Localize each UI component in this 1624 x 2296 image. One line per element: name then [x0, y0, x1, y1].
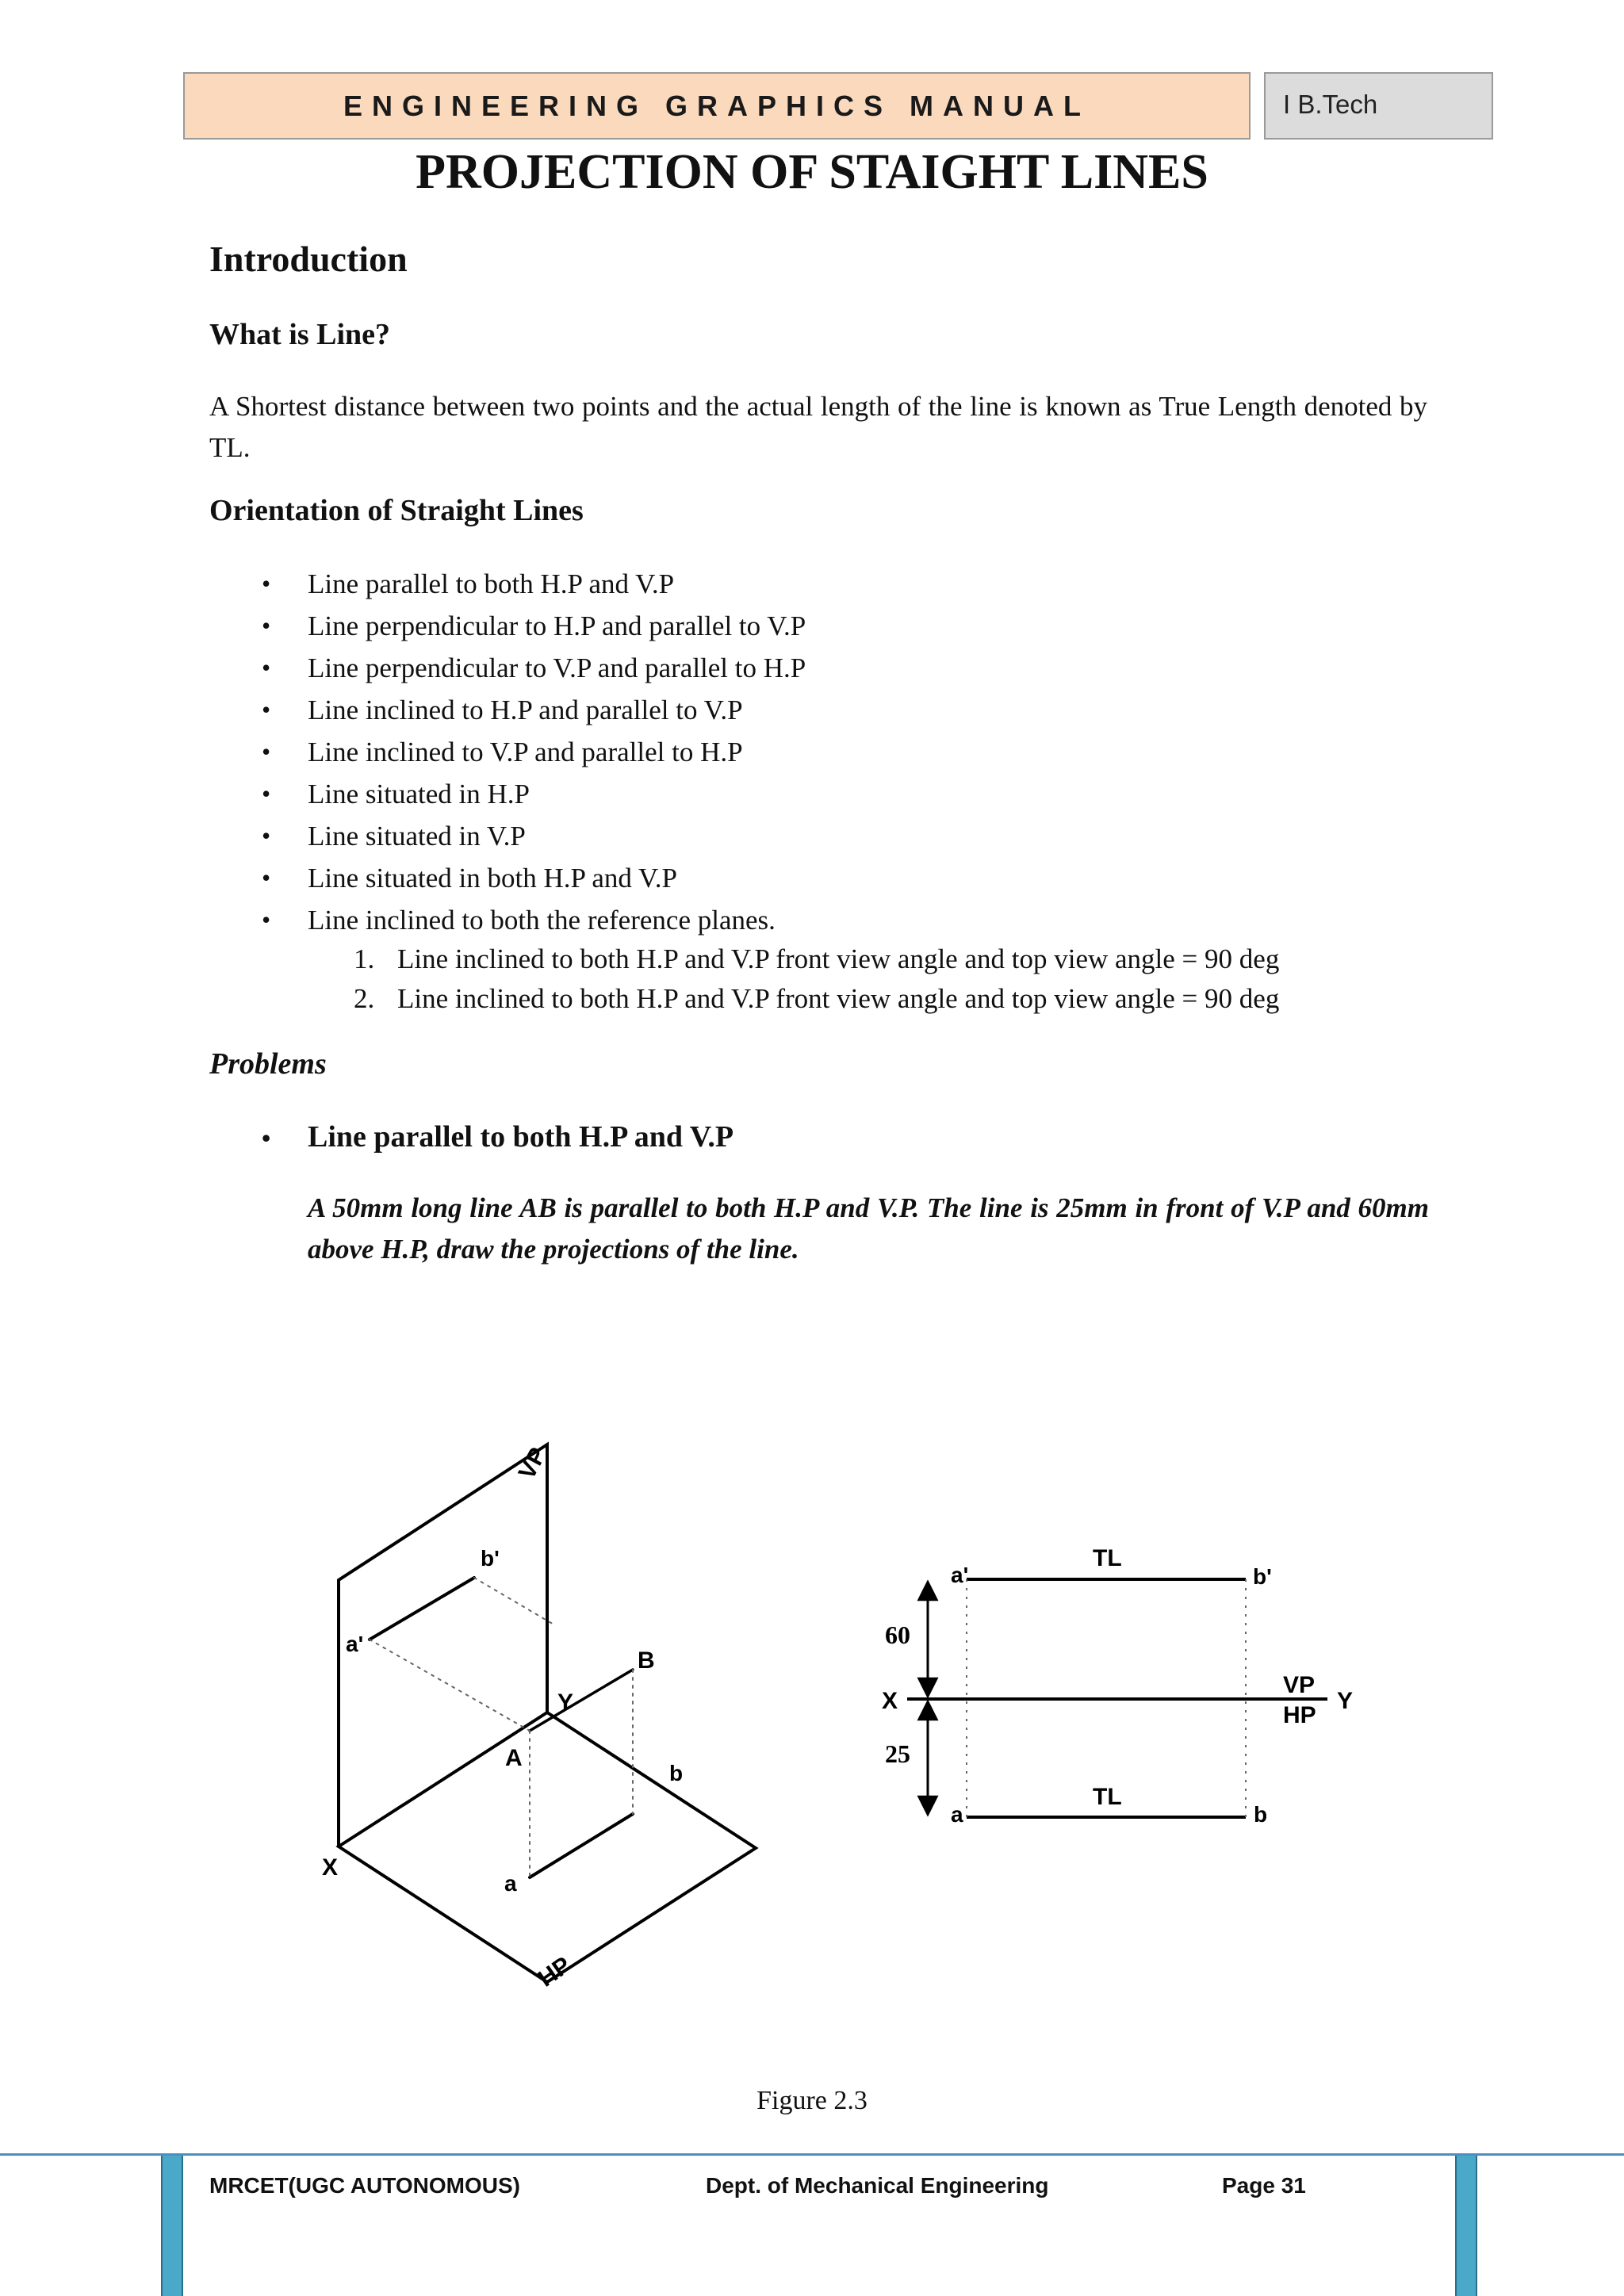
list-item: • Line inclined to H.P and parallel to V.P [262, 689, 806, 731]
footer-right-bar [1455, 2156, 1477, 2296]
problem-case-label: Line parallel to both H.P and V.P [308, 1120, 734, 1154]
a-ortho-label: a [951, 1802, 963, 1827]
vertical-plane [339, 1445, 547, 1846]
hp-label: HP [533, 1951, 576, 1992]
x-ortho-label: X [882, 1688, 898, 1714]
footer-left-bar [161, 2156, 183, 2296]
problems-heading: Problems [209, 1047, 327, 1081]
A-label: A [505, 1745, 523, 1771]
page-title: PROJECTION OF STAIGHT LINES [416, 145, 1208, 199]
list-item: • Line inclined to both the reference planes. [262, 899, 806, 941]
front-view-line [370, 1578, 474, 1640]
tl-bottom-label: TL [1093, 1784, 1122, 1810]
list-item: • Line inclined to V.P and parallel to H.P [262, 731, 806, 773]
manual-title: ENGINEERING GRAPHICS MANUAL [343, 89, 1091, 122]
b-dash-label: b' [481, 1546, 500, 1571]
tl-top-label: TL [1093, 1545, 1122, 1571]
list-item: • Line parallel to both H.P and V.P [262, 563, 806, 605]
footer-divider [0, 2153, 1624, 2156]
pictorial-view [339, 1445, 756, 1982]
list-item: • Line situated in both H.P and V.P [262, 857, 806, 899]
vp-label: VP [513, 1443, 552, 1484]
projector [370, 1640, 530, 1731]
top-view-line [530, 1814, 633, 1877]
dimension-60-label: 60 [885, 1621, 910, 1649]
orientation-heading: Orientation of Straight Lines [209, 494, 584, 527]
footer-page-number: Page 31 [1222, 2173, 1306, 2198]
course-label: I B.Tech [1283, 90, 1378, 119]
intro-heading: Introduction [209, 239, 408, 279]
list-item: • Line situated in V.P [262, 815, 806, 857]
b-dash-ortho-label: b' [1253, 1564, 1272, 1589]
footer-institution: MRCET(UGC AUTONOMOUS) [209, 2173, 520, 2198]
sub-item-number: 1. [354, 943, 375, 974]
sub-item-text: Line inclined to both H.P and V.P front view angle and top view angle = 90 deg [397, 983, 1280, 1014]
projector [474, 1578, 555, 1625]
bullet-icon: • [262, 1123, 271, 1152]
hp-ortho-label: HP [1283, 1702, 1316, 1728]
line-ab [530, 1670, 633, 1731]
sub-item-text: Line inclined to both H.P and V.P front view angle and top view angle = 90 deg [397, 943, 1280, 974]
horizontal-plane [339, 1712, 756, 1982]
what-heading: What is Line? [209, 318, 391, 351]
x-label: X [322, 1854, 339, 1881]
figure-caption: Figure 2.3 [756, 2086, 868, 2115]
b-ortho-label: b [1254, 1802, 1268, 1827]
a-dash-label: a' [346, 1632, 364, 1656]
orthographic-view [907, 1579, 1327, 1817]
sub-item-number: 2. [354, 983, 375, 1014]
B-label: B [638, 1647, 655, 1674]
vp-ortho-label: VP [1283, 1672, 1316, 1698]
y-label: Y [557, 1689, 574, 1716]
footer-department: Dept. of Mechanical Engineering [706, 2173, 1049, 2198]
list-item: • Line perpendicular to V.P and parallel to H.P [262, 647, 806, 689]
a-dash-ortho-label: a' [951, 1563, 969, 1587]
what-paragraph: A Shortest distance between two points and the actual length of the line is known as True Length denoted by TL. [209, 391, 1427, 463]
list-item: • Line perpendicular to H.P and parallel to V.P [262, 605, 806, 647]
list-item: • Line situated in H.P [262, 773, 806, 815]
b-label: b [669, 1761, 684, 1785]
problem-statement: A 50mm long line AB is parallel to both H.P and V.P. The line is 25mm in front of V.P and 60mm above H.P, draw the projections of the line. [308, 1192, 1429, 1265]
a-label: a [504, 1871, 517, 1896]
y-ortho-label: Y [1337, 1688, 1354, 1714]
dimension-25-label: 25 [885, 1739, 910, 1768]
